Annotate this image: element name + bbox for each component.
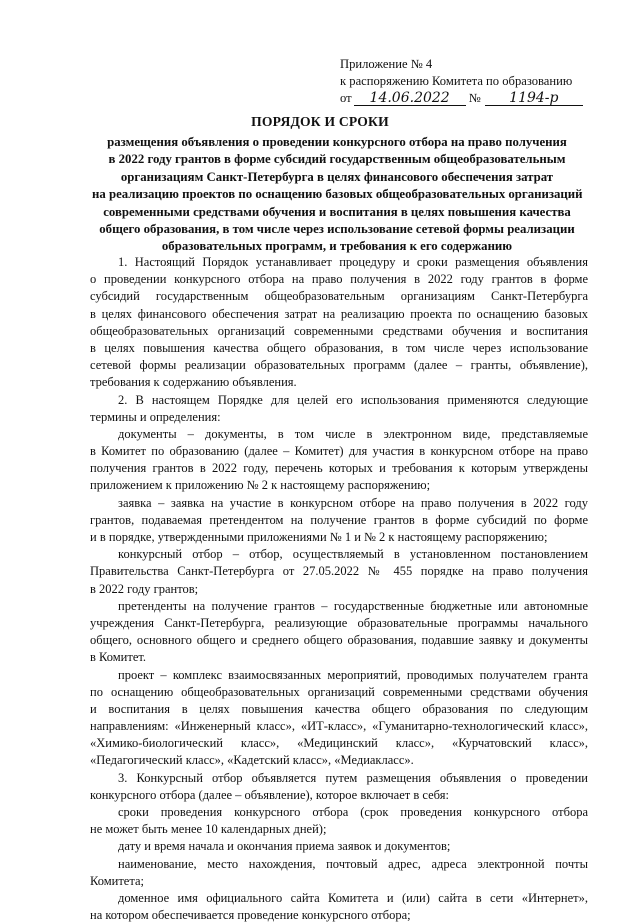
appendix-number: Приложение № 4 <box>340 57 433 71</box>
body-text-line: получения грантов в 2022 году, перечень которых и требования к которым утверждены <box>90 461 588 476</box>
body-text-line: конкурсный отбор – отбор, осуществляемый в установленном постановлением <box>118 547 588 562</box>
body-text-line: Правительства Санкт-Петербурга от 27.05.2022 № 455 порядке на право получения <box>90 564 588 579</box>
body-text-line: наименование, место нахождения, почтовый адрес, адреса электронной почты <box>118 856 588 871</box>
subtitle-line: организациям Санкт-Петербурга в целях финансового обеспечения затрат <box>120 169 554 184</box>
body-text-line: субсидий государственным общеобразовательным организациям Санкт-Петербурга <box>90 289 588 304</box>
body-text-line: по оснащению общеобразовательных организаций современными средствами обучения <box>90 684 588 699</box>
document-body <box>90 254 588 924</box>
body-text-line: 2. В настоящем Порядке для целей его использования применяются следующие <box>118 392 588 407</box>
handwritten-date: 14.06.2022 <box>354 91 466 106</box>
handwritten-number: 1194-р <box>485 91 583 106</box>
body-text-line: сетевой формы реализации образовательных программ (далее – гранты, объявление), <box>90 358 588 373</box>
body-text-line: сроки проведения конкурсного отбора (срок проведения конкурсного отбора <box>118 805 588 819</box>
body-text-line: «Педагогический класс», «Кадетский класс», «Медиакласс». <box>90 753 414 768</box>
body-text-line: грантов, подаваемая претендентом на получение грантов в форме субсидий по форме <box>90 512 588 527</box>
body-text-line: Комитета; <box>90 873 144 888</box>
subtitle-line: современными средствами обучения и воспитания в целях повышения качества <box>103 204 571 219</box>
appendix-header <box>340 56 610 107</box>
body-text-line: 1. Настоящий Порядок устанавливает процедуру и сроки размещения объявления <box>118 255 588 269</box>
body-text-line: документы – документы, в том числе в электронном виде, представляемые <box>118 426 588 441</box>
body-text-line: проект – комплекс взаимосвязанных мероприятий, проводимых получателем гранта <box>118 667 588 682</box>
subtitle-line: на реализацию проектов по оснащению базовых общеобразовательных организаций <box>92 187 583 202</box>
subtitle-line: в 2022 году грантов в форме субсидий государственным общеобразовательным <box>108 152 566 167</box>
document-subtitle <box>92 134 582 256</box>
body-text-line: приложением к приложению № 2 к настоящему распоряжению; <box>90 478 431 493</box>
subtitle-line: размещения объявления о проведении конкурсного отбора на право получения <box>107 135 567 149</box>
body-text-line: и в порядке, утвержденными приложениями № 1 и № 2 к настоящему распоряжению; <box>90 530 548 544</box>
subtitle-line: образовательных программ, и требования к его содержанию <box>161 239 513 254</box>
body-text-line: требования к содержанию объявления. <box>90 375 297 390</box>
subtitle-line: общего образования, в том числе через использование сетевой формы реализации <box>99 222 575 237</box>
date-prefix: от <box>340 91 352 105</box>
document-title: ПОРЯДОК И СРОКИ <box>251 114 389 129</box>
body-text-line: «Химико-биологический класс», «Медицинский класс», «Курчатовский класс», <box>90 736 588 751</box>
body-text-line: дату и время начала и окончания приема заявок и документов; <box>118 839 451 854</box>
body-text-line: общего, основного общего и среднего общего образования, подавшие заявку и документы <box>90 633 588 648</box>
number-prefix: № <box>468 91 481 105</box>
body-text-line: 3. Конкурсный отбор объявляется путем размещения объявления о проведении <box>118 770 588 785</box>
body-text-line: на котором обеспечивается проведение конкурсного отбора; <box>90 908 411 923</box>
body-text-line: и воспитания в целях повышения качества общего образования по следующим <box>90 701 588 716</box>
body-text-line: общеобразовательных организаций современными средствами обучения и воспитания <box>90 323 588 338</box>
body-text-line: заявка – заявка на участие в конкурсном отборе на право получения в 2022 году <box>118 495 588 510</box>
body-text-line: учреждения Санкт-Петербурга, реализующие образовательные программы начального <box>90 615 588 630</box>
appendix-order-reference: к распоряжению Комитета по образованию <box>340 74 573 88</box>
body-text-line: доменное имя официального сайта Комитета и (или) сайта в сети «Интернет», <box>118 890 588 905</box>
body-text-line: в Комитет по образованию (далее – Комитет) для участия в конкурсном отборе на право <box>90 444 588 459</box>
body-text-line: направлениям: «Инженерный класс», «ИТ-класс», «Гуманитарно-технологический класс», <box>90 719 588 734</box>
body-text-line: термины и определения: <box>90 409 221 424</box>
body-text-line: в целях финансового обеспечения затрат на реализацию проекта по оснащению базовых <box>90 306 588 321</box>
body-text-line: в Комитет. <box>90 650 147 665</box>
body-text-line: в 2022 году грантов; <box>90 581 199 596</box>
body-text-line: в целях повышения качества общего образования, в том числе через использование <box>90 340 588 355</box>
body-text-line: о проведении конкурсного отбора на право получения в 2022 году грантов в форме <box>90 272 588 287</box>
body-text-line: конкурсного отбора (далее – объявление), которое включает в себя: <box>90 787 449 802</box>
body-text-line: претенденты на получение грантов – государственные бюджетные или автономные <box>118 598 588 613</box>
appendix-date-line <box>340 90 610 107</box>
body-text-line: не может быть менее 10 календарных дней); <box>90 822 327 837</box>
